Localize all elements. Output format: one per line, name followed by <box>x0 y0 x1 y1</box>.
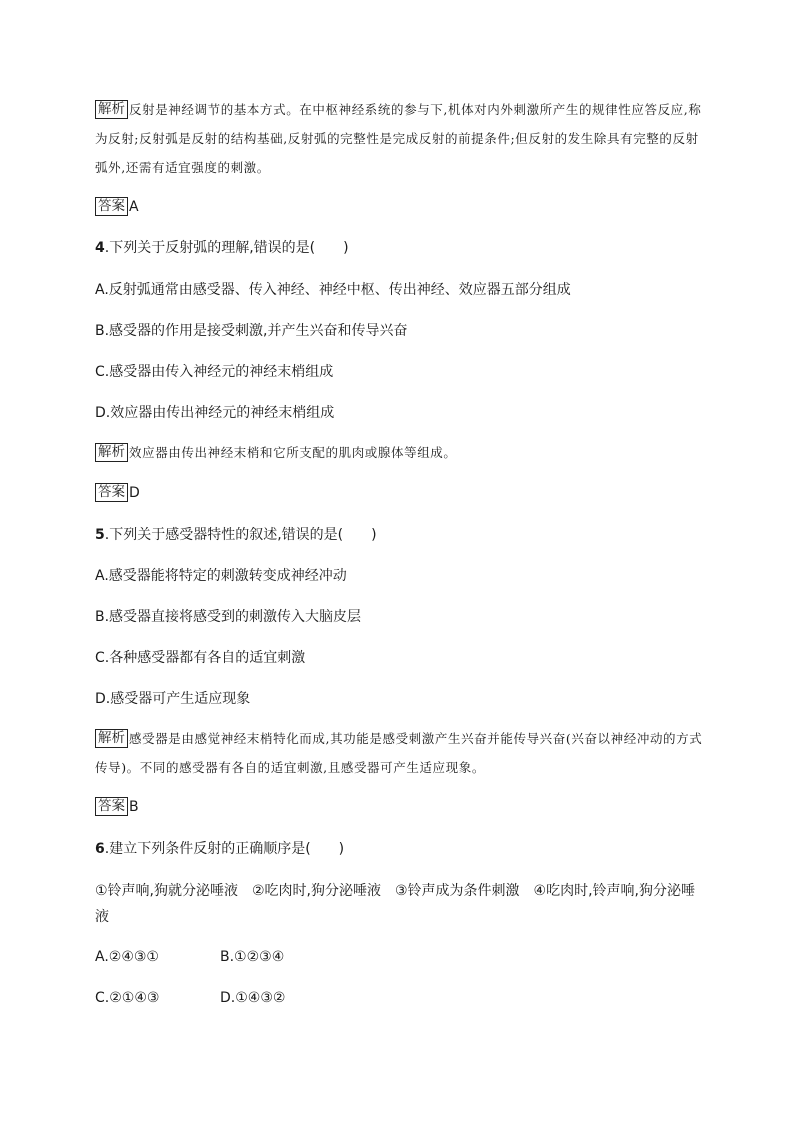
q6-number: 6 <box>95 841 105 857</box>
q4-option-d: D.效应器由传出神经元的神经末梢组成 <box>95 405 335 421</box>
q3-answer <box>95 197 703 217</box>
q3-answer-value: A <box>129 199 139 215</box>
q5-stem-text: .下列关于感受器特性的叙述,错误的是( ) <box>104 527 377 543</box>
q6-stem-text: .建立下列条件反射的正确顺序是( ) <box>104 841 345 857</box>
q5-analysis-text: 感受器是由感觉神经末梢特化而成,其功能是感受刺激产生兴奋并能传导兴奋(兴奋以神经冲动的方式传导)。不同的感受器有各自的适宜刺激,且感受器可产生适应现象。 <box>95 731 703 775</box>
q6-option-a: A.②④③① <box>95 949 159 965</box>
q4-answer-value: D <box>129 485 140 501</box>
q5-analysis <box>95 724 703 782</box>
q4-stem <box>95 237 703 259</box>
q6-items: ①铃声响,狗就分泌唾液 ②吃肉时,狗分泌唾液 ③铃声成为条件刺激 ④吃肉时,铃声响,狗分泌唾液 <box>95 883 696 925</box>
analysis-label: 解析 <box>95 100 128 119</box>
q5-option-b: B.感受器直接将感受到的刺激传入大脑皮层 <box>95 609 362 625</box>
q5-answer <box>95 797 703 817</box>
q4-stem-text: .下列关于反射弧的理解,错误的是( ) <box>104 240 349 256</box>
q4-analysis-text: 效应器由传出神经末梢和它所支配的肌肉或腺体等组成。 <box>129 445 457 460</box>
q5-option-c: C.各种感受器都有各自的适宜刺激 <box>95 650 306 666</box>
q4-answer <box>95 483 703 503</box>
answer-label: 答案 <box>95 197 128 216</box>
q6-option-c: C.②①④③ <box>95 990 160 1006</box>
q3-analysis <box>95 95 703 182</box>
answer-label: 答案 <box>95 797 128 816</box>
q5-stem <box>95 524 703 546</box>
q6-stem <box>95 838 703 860</box>
q4-option-a: A.反射弧通常由感受器、传入神经、神经中枢、传出神经、效应器五部分组成 <box>95 282 571 298</box>
answer-label: 答案 <box>95 483 128 502</box>
q5-answer-value: B <box>129 799 139 815</box>
q4-option-c: C.感受器由传入神经元的神经末梢组成 <box>95 364 334 380</box>
q3-analysis-text: 反射是神经调节的基本方式。在中枢神经系统的参与下,机体对内外刺激所产生的规律性应答反应,称为反射;反射弧是反射的结构基础,反射弧的完整性是完成反射的前提条件;但反射的发生除具有完整的反射弧外,还需有适宜强度的刺激。 <box>95 102 702 175</box>
analysis-label: 解析 <box>95 443 128 462</box>
q6-option-d: D.①④③② <box>220 990 286 1006</box>
analysis-label: 解析 <box>95 729 128 748</box>
q4-option-b: B.感受器的作用是接受刺激,并产生兴奋和传导兴奋 <box>95 323 408 339</box>
q5-number: 5 <box>95 527 105 543</box>
q4-analysis <box>95 438 703 467</box>
q6-option-b: B.①②③④ <box>220 949 285 965</box>
q5-option-a: A.感受器能将特定的刺激转变成神经冲动 <box>95 568 347 584</box>
q4-number: 4 <box>95 240 105 256</box>
q5-option-d: D.感受器可产生适应现象 <box>95 691 251 707</box>
